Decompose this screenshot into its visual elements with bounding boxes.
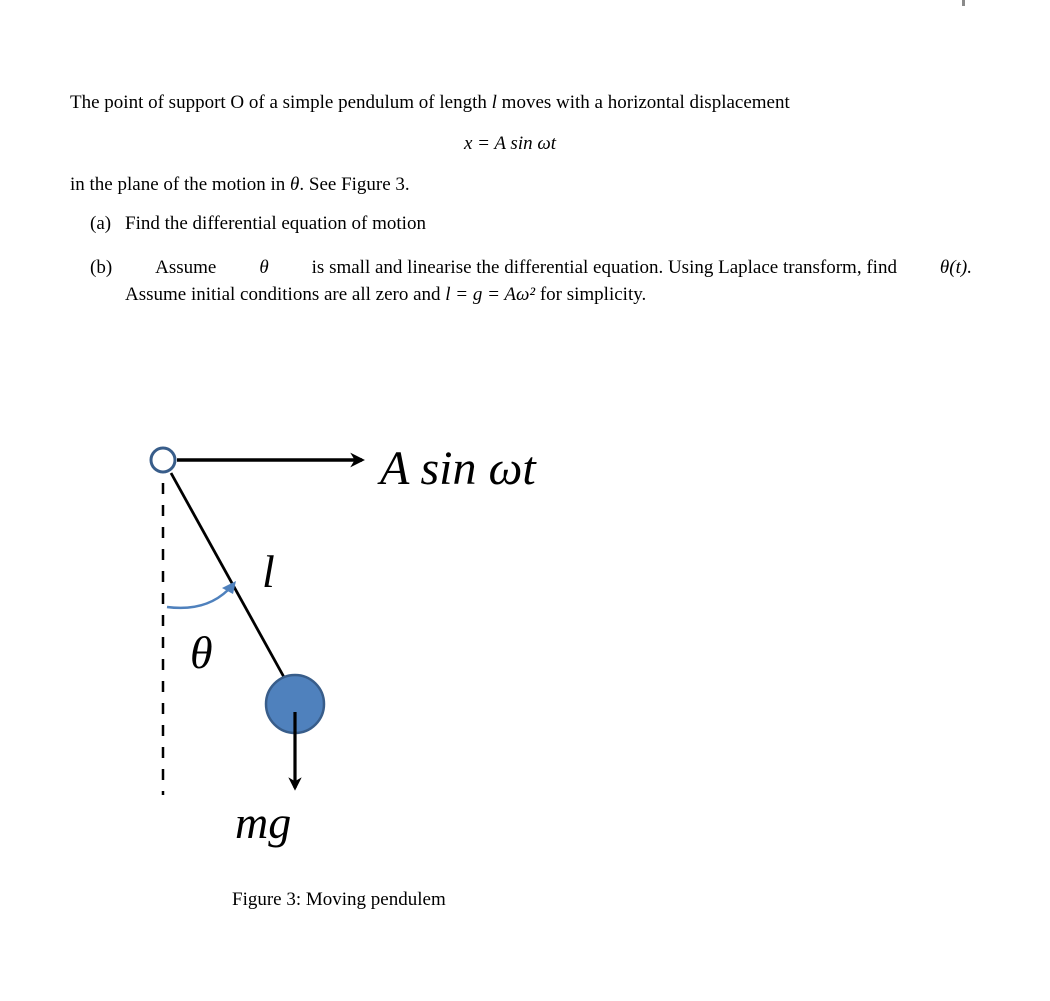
pivot-point	[151, 448, 175, 472]
part-b-label: (b)	[90, 257, 113, 278]
displacement-label: A sin ωt	[380, 442, 536, 495]
problem-intro: The point of support O of a simple pendulum of length l moves with a horizontal displacement	[70, 92, 790, 113]
angle-arc	[167, 590, 228, 608]
part-b-line-2: Assume initial conditions are all zero and l = g = Aω² for simplicity.	[125, 284, 647, 305]
part-b-line-1: (b) Assume θ is small and linearise the differential equation. Using Laplace transform, find θ(t).	[90, 257, 972, 278]
displacement-equation: x = A sin ωt	[464, 133, 557, 154]
angle-label: θ	[190, 627, 213, 678]
part-a-label: (a)	[90, 213, 112, 234]
part-a-text: Find the differential equation of motion	[125, 213, 426, 234]
problem-context: in the plane of the motion in θ. See Figure 3.	[70, 174, 410, 195]
figure-caption: Figure 3: Moving pendulem	[232, 889, 446, 910]
length-label: l	[262, 546, 275, 597]
force-label: mg	[235, 797, 292, 848]
